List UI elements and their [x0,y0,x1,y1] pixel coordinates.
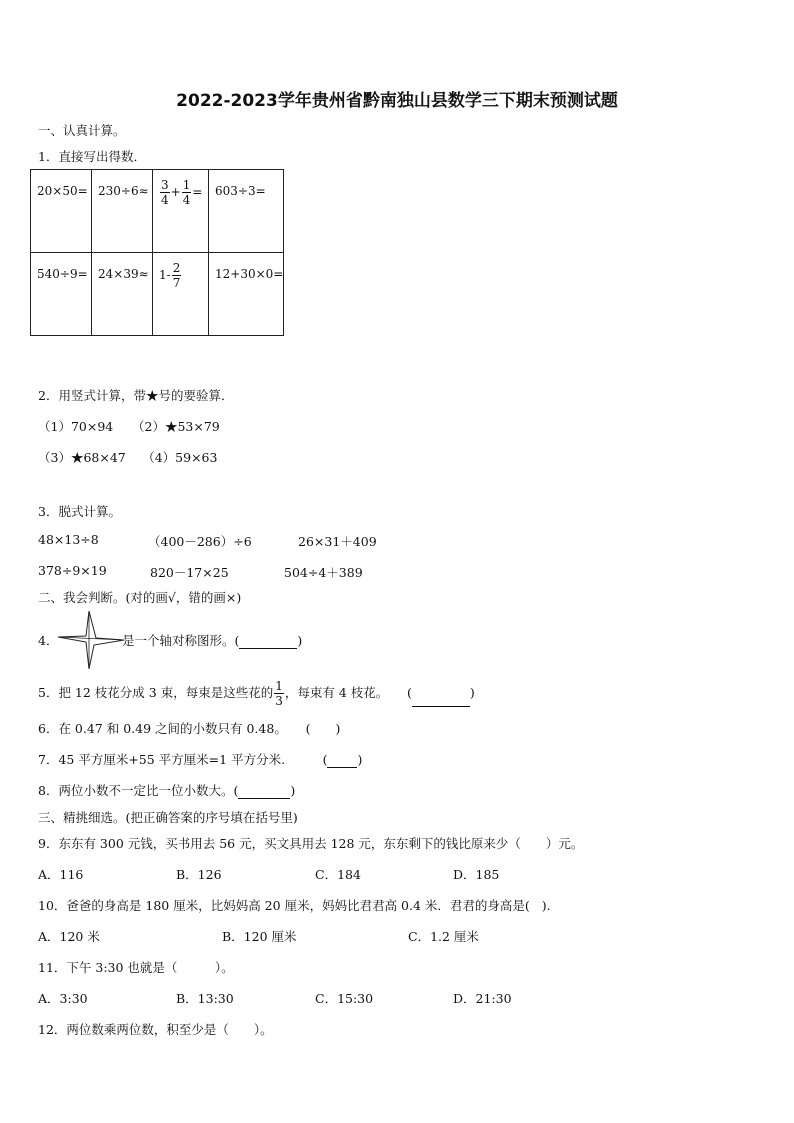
table-cell: 603÷3= [209,170,284,253]
q3-expr: （400－286）÷6 [148,534,252,549]
q11-option-a[interactable]: A．3:30 [38,991,88,1006]
q9-option-d[interactable]: D．185 [453,867,500,882]
q3-expr: 820－17×25 [150,565,229,580]
q4-number: 4． [38,633,59,648]
q3-expr: 26×31＋409 [298,534,377,549]
q10-option-c[interactable]: C．1.2 厘米 [408,929,479,944]
fraction: $\frac{2}{7}$ [172,261,181,290]
q7-text: 7．45 平方厘米+55 平方厘米=1 平方分米. ( ) [38,752,363,767]
table-cell: 12+30×0= [209,253,284,336]
page-title: 2022-2023学年贵州省黔南独山县数学三下期末预测试题 [176,91,618,111]
answer-blank[interactable] [239,648,297,649]
section2-heading: 二、我会判断。(对的画√，错的画×) [38,590,242,605]
table-row [31,253,284,336]
table-row [31,170,284,253]
q3-expr: 48×13÷8 [38,532,99,547]
q3-expr: 504÷4＋389 [284,565,363,580]
q9-option-b[interactable]: B．126 [176,867,222,882]
q6-text: 6．在 0.47 和 0.49 之间的小数只有 0.48。 ( ) [38,721,341,736]
answer-blank[interactable] [238,798,290,799]
q9-option-c[interactable]: C．184 [315,867,361,882]
fraction: $\frac{3}{4}$ [161,178,169,207]
q11-option-d[interactable]: D．21:30 [453,991,512,1006]
q10-option-a[interactable]: A．120 米 [38,929,100,944]
q3-label: 3．脱式计算。 [38,504,121,519]
answer-blank[interactable] [327,767,357,768]
q5-text: 5．把 12 枝花分成 3 束，每束是这些花的 $\frac{1}{3}$ ，每束有 4 枝花。 ( ) [38,679,475,708]
q10-option-b[interactable]: B．120 厘米 [222,929,297,944]
q4-text: 是一个轴对称图形。( ) [122,633,303,648]
section1-heading: 一、认真计算。 [38,123,126,138]
q2-line1: （1）70×94 （2）★53×79 [38,419,220,434]
fraction: $\frac{1}{4}$ [182,178,191,207]
q12-text: 12．两位数乘两位数，积至少是（ ）。 [38,1022,273,1037]
four-point-star-icon [58,611,124,669]
q3-expr: 378÷9×19 [38,563,107,578]
q8-text: 8．两位小数不一定比一位小数大。( ) [38,783,296,798]
table-cell-fraction: $\frac{3}{4}$ + $\frac{1}{4}$ = [153,170,209,253]
section3-heading: 三、精挑细选。(把正确答案的序号填在括号里) [38,810,298,825]
table-cell: 540÷9= [31,253,92,336]
q1-label: 1．直接写出得数． [38,149,146,164]
table-cell: 230÷6≈ [92,170,153,253]
q11-option-c[interactable]: C．15:30 [315,991,374,1006]
calc-table [30,169,284,336]
answer-blank[interactable] [412,706,470,707]
q11-text: 11．下午 3:30 也就是（ ）。 [38,960,234,975]
table-cell-fraction: 1- $\frac{2}{7}$ [153,253,209,336]
fraction: $\frac{1}{3}$ [275,679,283,708]
q2-line2: （3）★68×47 （4）59×63 [38,450,218,465]
q9-option-a[interactable]: A．116 [38,867,84,882]
table-cell: 24×39≈ [92,253,153,336]
q10-text: 10．爸爸的身高是 180 厘米，比妈妈高 20 厘米，妈妈比君君高 0.4 米．君君的身高是( ). [38,898,551,913]
q9-text: 9．东东有 300 元钱，买书用去 56 元，买文具用去 128 元，东东剩下的钱比原来少（ ）元。 [38,836,584,851]
q11-option-b[interactable]: B．13:30 [176,991,234,1006]
q2-label: 2．用竖式计算，带★号的要验算． [38,388,234,403]
table-cell: 20×50= [31,170,92,253]
